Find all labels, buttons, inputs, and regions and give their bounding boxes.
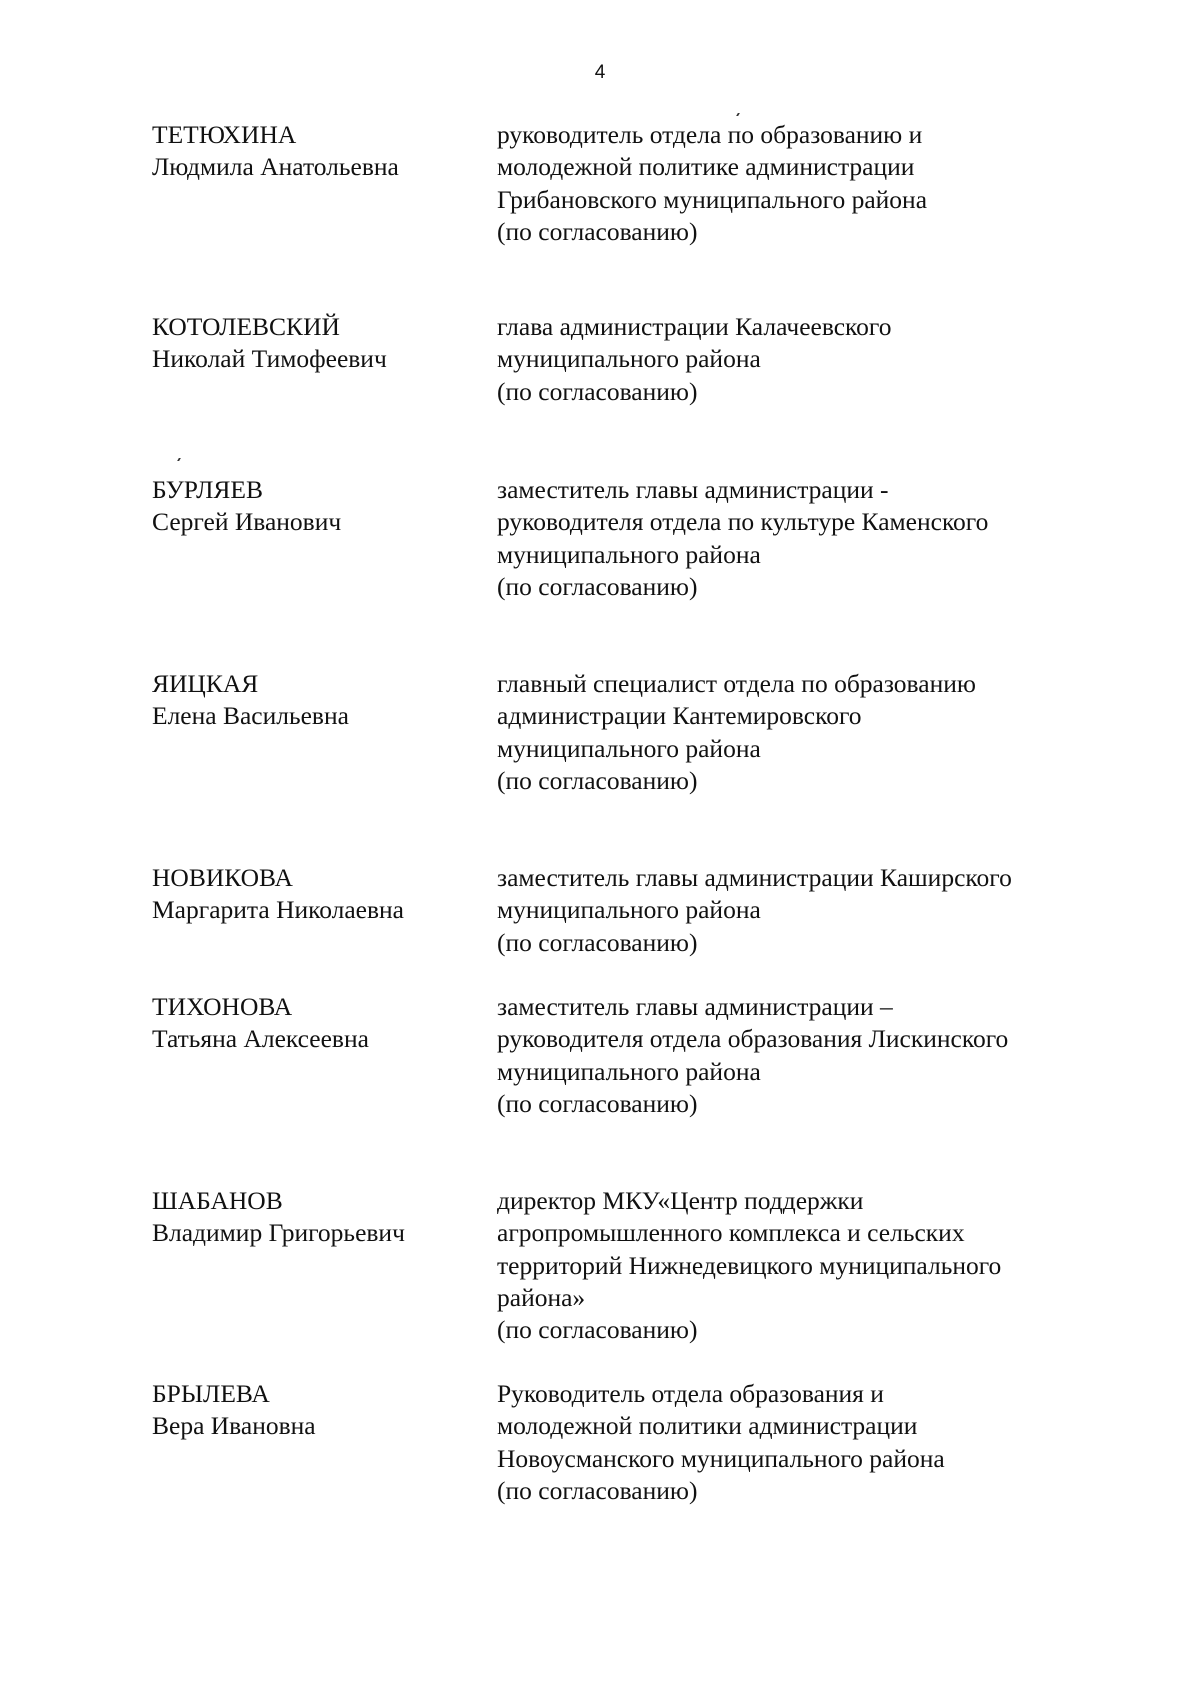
position-line: руководителя отдела по культуре Каменского: [497, 507, 989, 537]
position-line: территорий Нижнедевицкого муниципального: [497, 1250, 1002, 1280]
position-line: муниципального района: [497, 539, 761, 569]
position-line: муниципального района: [497, 895, 761, 925]
position-line: руководителя отдела образования Лискинского: [497, 1024, 1009, 1054]
member-position: [497, 862, 1117, 959]
position-line: заместитель главы администрации Каширского: [497, 863, 1012, 892]
position-line: администрации Кантемировского: [497, 701, 862, 731]
member-name: [152, 1378, 482, 1443]
member-surname: ТИХОНОВА: [152, 992, 293, 1021]
member-name: [152, 668, 482, 733]
position-line: директор МКУ«Центр поддержки: [497, 1186, 864, 1215]
member-name: [152, 311, 482, 376]
member-surname: КОТОЛЕВСКИЙ: [152, 312, 340, 341]
member-given-names: Елена Васильевна: [152, 701, 349, 731]
member-given-names: Сергей Иванович: [152, 507, 342, 537]
member-given-names: Татьяна Алексеевна: [152, 1024, 369, 1054]
member-name: [152, 991, 482, 1056]
member-given-names: Николай Тимофеевич: [152, 344, 387, 374]
member-position: [497, 311, 1117, 408]
member-surname: ЯИЦКАЯ: [152, 669, 259, 698]
scan-speck: [177, 458, 181, 461]
position-line: Новоусманского муниципального района: [497, 1443, 945, 1473]
position-line: Грибановского муниципального района: [497, 184, 928, 214]
member-surname: НОВИКОВА: [152, 863, 293, 892]
position-line: главный специалист отдела по образованию: [497, 669, 976, 698]
position-line: муниципального района: [497, 1056, 761, 1086]
member-position: [497, 474, 1117, 603]
member-given-names: Маргарита Николаевна: [152, 895, 404, 925]
member-name: [152, 862, 482, 927]
position-line: руководитель отдела по образованию и: [497, 120, 923, 149]
position-line: молодежной политике администрации: [497, 152, 915, 182]
position-line: (по согласованию): [497, 1475, 698, 1505]
position-line: глава администрации Калачеевского: [497, 312, 892, 341]
position-line: заместитель главы администрации –: [497, 992, 893, 1021]
position-line: (по согласованию): [497, 216, 698, 246]
member-position: [497, 1185, 1117, 1346]
member-surname: ШАБАНОВ: [152, 1186, 283, 1215]
member-position: [497, 668, 1117, 797]
member-surname: БРЫЛЕВА: [152, 1379, 270, 1408]
member-position: [497, 991, 1117, 1120]
member-position: [497, 119, 1117, 248]
position-line: муниципального района: [497, 344, 761, 374]
position-line: (по согласованию): [497, 765, 698, 795]
position-line: района»: [497, 1282, 586, 1312]
position-line: (по согласованию): [497, 1088, 698, 1118]
position-line: заместитель главы администрации -: [497, 475, 889, 504]
position-line: агропромышленного комплекса и сельских: [497, 1218, 965, 1248]
member-name: [152, 119, 482, 184]
member-surname: ТЕТЮХИНА: [152, 120, 297, 149]
member-position: [497, 1378, 1117, 1507]
member-surname: БУРЛЯЕВ: [152, 475, 263, 504]
member-given-names: Владимир Григорьевич: [152, 1218, 405, 1248]
position-line: (по согласованию): [497, 376, 698, 406]
member-given-names: Людмила Анатольевна: [152, 152, 399, 182]
position-line: муниципального района: [497, 733, 761, 763]
member-name: [152, 1185, 482, 1250]
member-given-names: Вера Ивановна: [152, 1411, 316, 1441]
position-line: (по согласованию): [497, 927, 698, 957]
position-line: (по согласованию): [497, 571, 698, 601]
position-line: (по согласованию): [497, 1315, 698, 1345]
position-line: Руководитель отдела образования и: [497, 1379, 884, 1408]
position-line: молодежной политики администрации: [497, 1411, 918, 1441]
page-number: 4: [594, 62, 606, 83]
member-name: [152, 474, 482, 539]
scan-speck: [736, 113, 740, 116]
